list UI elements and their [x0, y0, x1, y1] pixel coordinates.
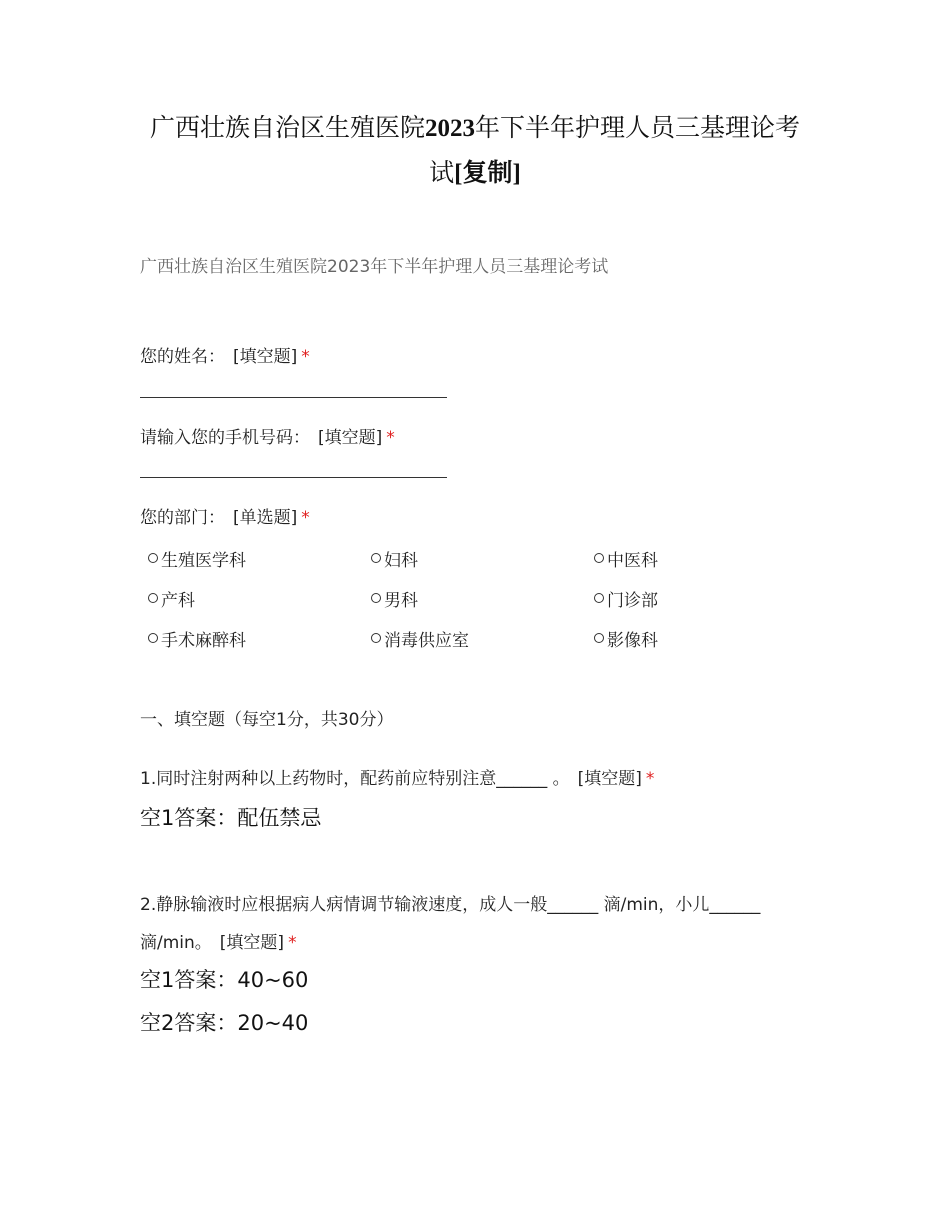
option-label: 产科 — [161, 590, 195, 611]
question-2-text: 2.静脉输液时应根据病人病情调节输液速度，成人一般______ 滴/min，小儿______ 滴/min。 — [140, 895, 761, 953]
title-part1: 广西壮族自治区生殖医院 — [149, 113, 425, 142]
department-option[interactable] — [148, 627, 371, 649]
required-mark: * — [301, 347, 310, 367]
department-option[interactable] — [148, 587, 371, 609]
radio-circle-icon[interactable] — [148, 553, 158, 563]
option-label: 手术麻醉科 — [161, 630, 246, 651]
question-1-answer-1: 空1答案：配伍禁忌 — [140, 806, 322, 830]
department-type-tag: [单选题] — [233, 508, 298, 528]
department-option[interactable] — [594, 587, 817, 609]
section-heading: 一、填空题（每空1分，共30分） — [140, 710, 394, 730]
name-question — [140, 342, 310, 367]
question-2-type-tag: [填空题] — [219, 933, 285, 953]
radio-circle-icon[interactable] — [371, 593, 381, 603]
phone-input-line[interactable] — [140, 477, 447, 478]
phone-type-tag: [填空题] — [318, 428, 383, 448]
radio-circle-icon[interactable] — [594, 553, 604, 563]
question-2-answer-2: 空2答案：20~40 — [140, 1011, 309, 1035]
department-option[interactable] — [594, 547, 817, 569]
phone-question — [140, 423, 395, 448]
page-title — [140, 106, 810, 196]
radio-circle-icon[interactable] — [594, 593, 604, 603]
required-mark: * — [301, 508, 310, 528]
department-question — [140, 503, 310, 528]
option-label: 影像科 — [607, 630, 658, 651]
option-label: 门诊部 — [607, 590, 658, 611]
option-label: 男科 — [384, 590, 418, 611]
name-input-line[interactable] — [140, 397, 447, 398]
name-label: 您的姓名： — [140, 347, 225, 367]
option-label: 中医科 — [607, 550, 658, 571]
radio-circle-icon[interactable] — [148, 593, 158, 603]
question-2 — [140, 886, 810, 962]
question-1 — [140, 764, 654, 789]
radio-circle-icon[interactable] — [594, 633, 604, 643]
question-1-type-tag: [填空题] — [577, 769, 642, 789]
department-options — [148, 547, 828, 649]
question-1-text: 1.同时注射两种以上药物时，配药前应特别注意______ 。 — [140, 769, 570, 789]
required-mark: * — [386, 428, 395, 448]
option-label: 生殖医学科 — [161, 550, 246, 571]
department-option[interactable] — [594, 627, 817, 649]
radio-circle-icon[interactable] — [148, 633, 158, 643]
title-year: 2023 — [425, 115, 475, 142]
phone-label: 请输入您的手机号码： — [140, 428, 310, 448]
radio-circle-icon[interactable] — [371, 633, 381, 643]
option-label: 妇科 — [384, 550, 418, 571]
department-option[interactable] — [371, 547, 594, 569]
department-option[interactable] — [371, 627, 594, 649]
department-option[interactable] — [371, 587, 594, 609]
required-mark: * — [645, 769, 655, 789]
question-2-answer-1: 空1答案：40~60 — [140, 968, 309, 992]
survey-subtitle: 广西壮族自治区生殖医院2023年下半年护理人员三基理论考试 — [140, 257, 609, 277]
name-type-tag: [填空题] — [233, 347, 298, 367]
title-part2: 年下半年护理人员三基理论考试 — [429, 113, 801, 187]
department-label: 您的部门： — [140, 508, 225, 528]
radio-circle-icon[interactable] — [371, 553, 381, 563]
title-suffix: [复制] — [454, 160, 521, 187]
option-label: 消毒供应室 — [384, 630, 469, 651]
required-mark: * — [288, 933, 297, 953]
department-option[interactable] — [148, 547, 371, 569]
